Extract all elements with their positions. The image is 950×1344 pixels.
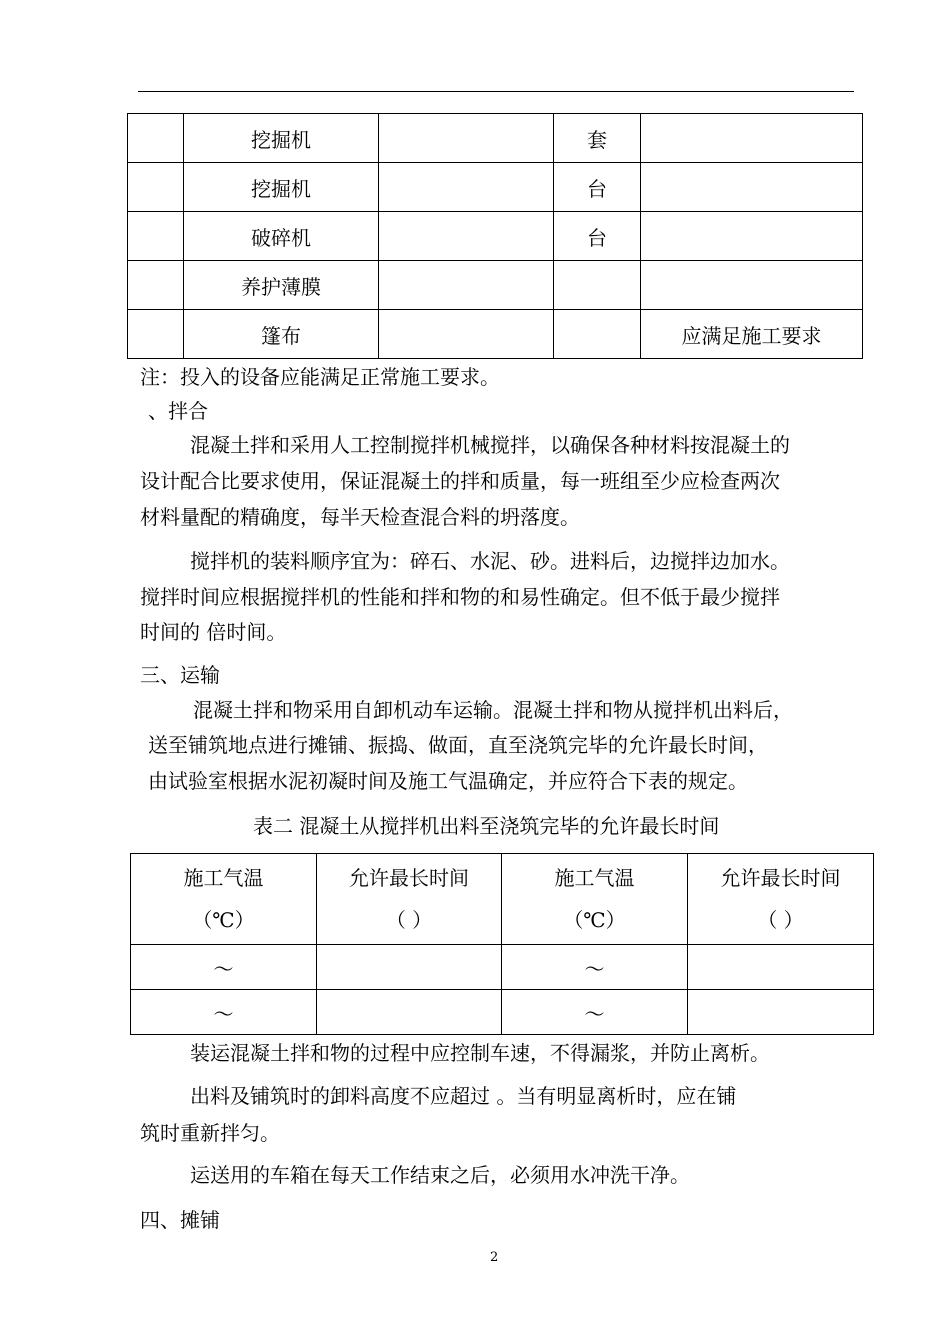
table-cell	[317, 945, 502, 990]
table-cell	[641, 114, 863, 163]
table-cell	[128, 114, 184, 163]
table-row	[128, 114, 863, 163]
paragraph-line: 出料及铺筑时的卸料高度不应超过 。当有明显离析时，应在铺	[190, 1084, 737, 1108]
table-cell	[554, 310, 641, 359]
paragraph-line: 材料量配的精确度，每半天检查混合料的坍落度。	[140, 505, 580, 529]
table-cell: 挖掘机	[184, 163, 379, 212]
table-caption: 表二 混凝土从搅拌机出料至浇筑完毕的允许最长时间	[253, 814, 720, 838]
table-cell: 套	[554, 114, 641, 163]
paragraph-line: 送至铺筑地点进行摊铺、振捣、做面，直至浇筑完毕的允许最长时间，	[148, 733, 768, 757]
header-label: 允许最长时间	[720, 866, 841, 890]
table-cell	[554, 261, 641, 310]
header-label: 施工气温	[183, 866, 264, 890]
section-heading-transport: 三、运输	[140, 663, 220, 687]
table-cell	[379, 310, 554, 359]
table-cell: 台	[554, 163, 641, 212]
table-row	[128, 212, 863, 261]
table-cell	[688, 990, 874, 1035]
table-cell	[641, 163, 863, 212]
paragraph-line: 搅拌时间应根据搅拌机的性能和拌和物的和易性确定。但不低于最少搅拌	[140, 585, 780, 609]
table-cell: 养护薄膜	[184, 261, 379, 310]
table-cell	[128, 261, 184, 310]
header-rule	[138, 91, 854, 92]
table-cell	[379, 212, 554, 261]
table-cell	[128, 163, 184, 212]
table-cell: 破碎机	[184, 212, 379, 261]
header-unit: （ ）	[385, 908, 433, 932]
table-header-row	[131, 854, 874, 945]
page-number: 2	[490, 1250, 499, 1265]
time-limit-table	[130, 853, 874, 1035]
table-cell: 挖掘机	[184, 114, 379, 163]
table-cell	[128, 310, 184, 359]
equipment-note: 注：投入的设备应能满足正常施工要求。	[140, 365, 500, 389]
header-unit: （℃）	[192, 908, 255, 932]
table-cell	[379, 261, 554, 310]
table-cell: 台	[554, 212, 641, 261]
table-cell: 应满足施工要求	[641, 310, 863, 359]
paragraph-line: 设计配合比要求使用，保证混凝土的拌和质量，每一班组至少应检查两次	[140, 469, 780, 493]
table-cell	[641, 261, 863, 310]
paragraph-line: 由试验室根据水泥初凝时间及施工气温确定，并应符合下表的规定。	[148, 769, 748, 793]
table-cell	[317, 990, 502, 1035]
header-label: 允许最长时间	[349, 866, 469, 890]
paragraph-line: 搅拌机的装料顺序宜为：碎石、水泥、砂。进料后，边搅拌边加水。	[190, 549, 790, 573]
table-cell: ～	[502, 990, 688, 1035]
table-row	[131, 990, 874, 1035]
table-cell	[128, 212, 184, 261]
paragraph-line: 混凝土拌和物采用自卸机动车运输。混凝土拌和物从搅拌机出料后，	[193, 698, 793, 722]
table-cell	[641, 212, 863, 261]
table-row	[131, 945, 874, 990]
paragraph-line: 运送用的车箱在每天工作结束之后，必须用水冲洗干净。	[190, 1163, 690, 1187]
table-row	[128, 310, 863, 359]
section-heading-paving: 四、摊铺	[140, 1208, 220, 1232]
table-cell	[379, 163, 554, 212]
header-unit: （ ）	[757, 908, 804, 932]
table-row	[128, 261, 863, 310]
table-header-cell	[502, 854, 688, 945]
table-cell: ～	[131, 945, 317, 990]
header-unit: （℃）	[563, 908, 626, 932]
table-row	[128, 163, 863, 212]
section-heading-mixing: 、拌合	[148, 399, 208, 423]
table-cell: ～	[502, 945, 688, 990]
paragraph-line: 装运混凝土拌和物的过程中应控制车速，不得漏浆，并防止离析。	[190, 1041, 770, 1065]
table-cell: ～	[131, 990, 317, 1035]
header-label: 施工气温	[554, 866, 635, 890]
table-header-cell	[317, 854, 502, 945]
paragraph-line: 时间的 倍时间。	[140, 620, 287, 644]
paragraph-line: 筑时重新拌匀。	[140, 1121, 280, 1145]
table-cell	[688, 945, 874, 990]
equipment-table	[127, 113, 863, 359]
table-cell	[379, 114, 554, 163]
table-header-cell	[688, 854, 874, 945]
table-cell: 篷布	[184, 310, 379, 359]
table-header-cell	[131, 854, 317, 945]
paragraph-line: 混凝土拌和采用人工控制搅拌机械搅拌，以确保各种材料按混凝土的	[190, 433, 790, 457]
